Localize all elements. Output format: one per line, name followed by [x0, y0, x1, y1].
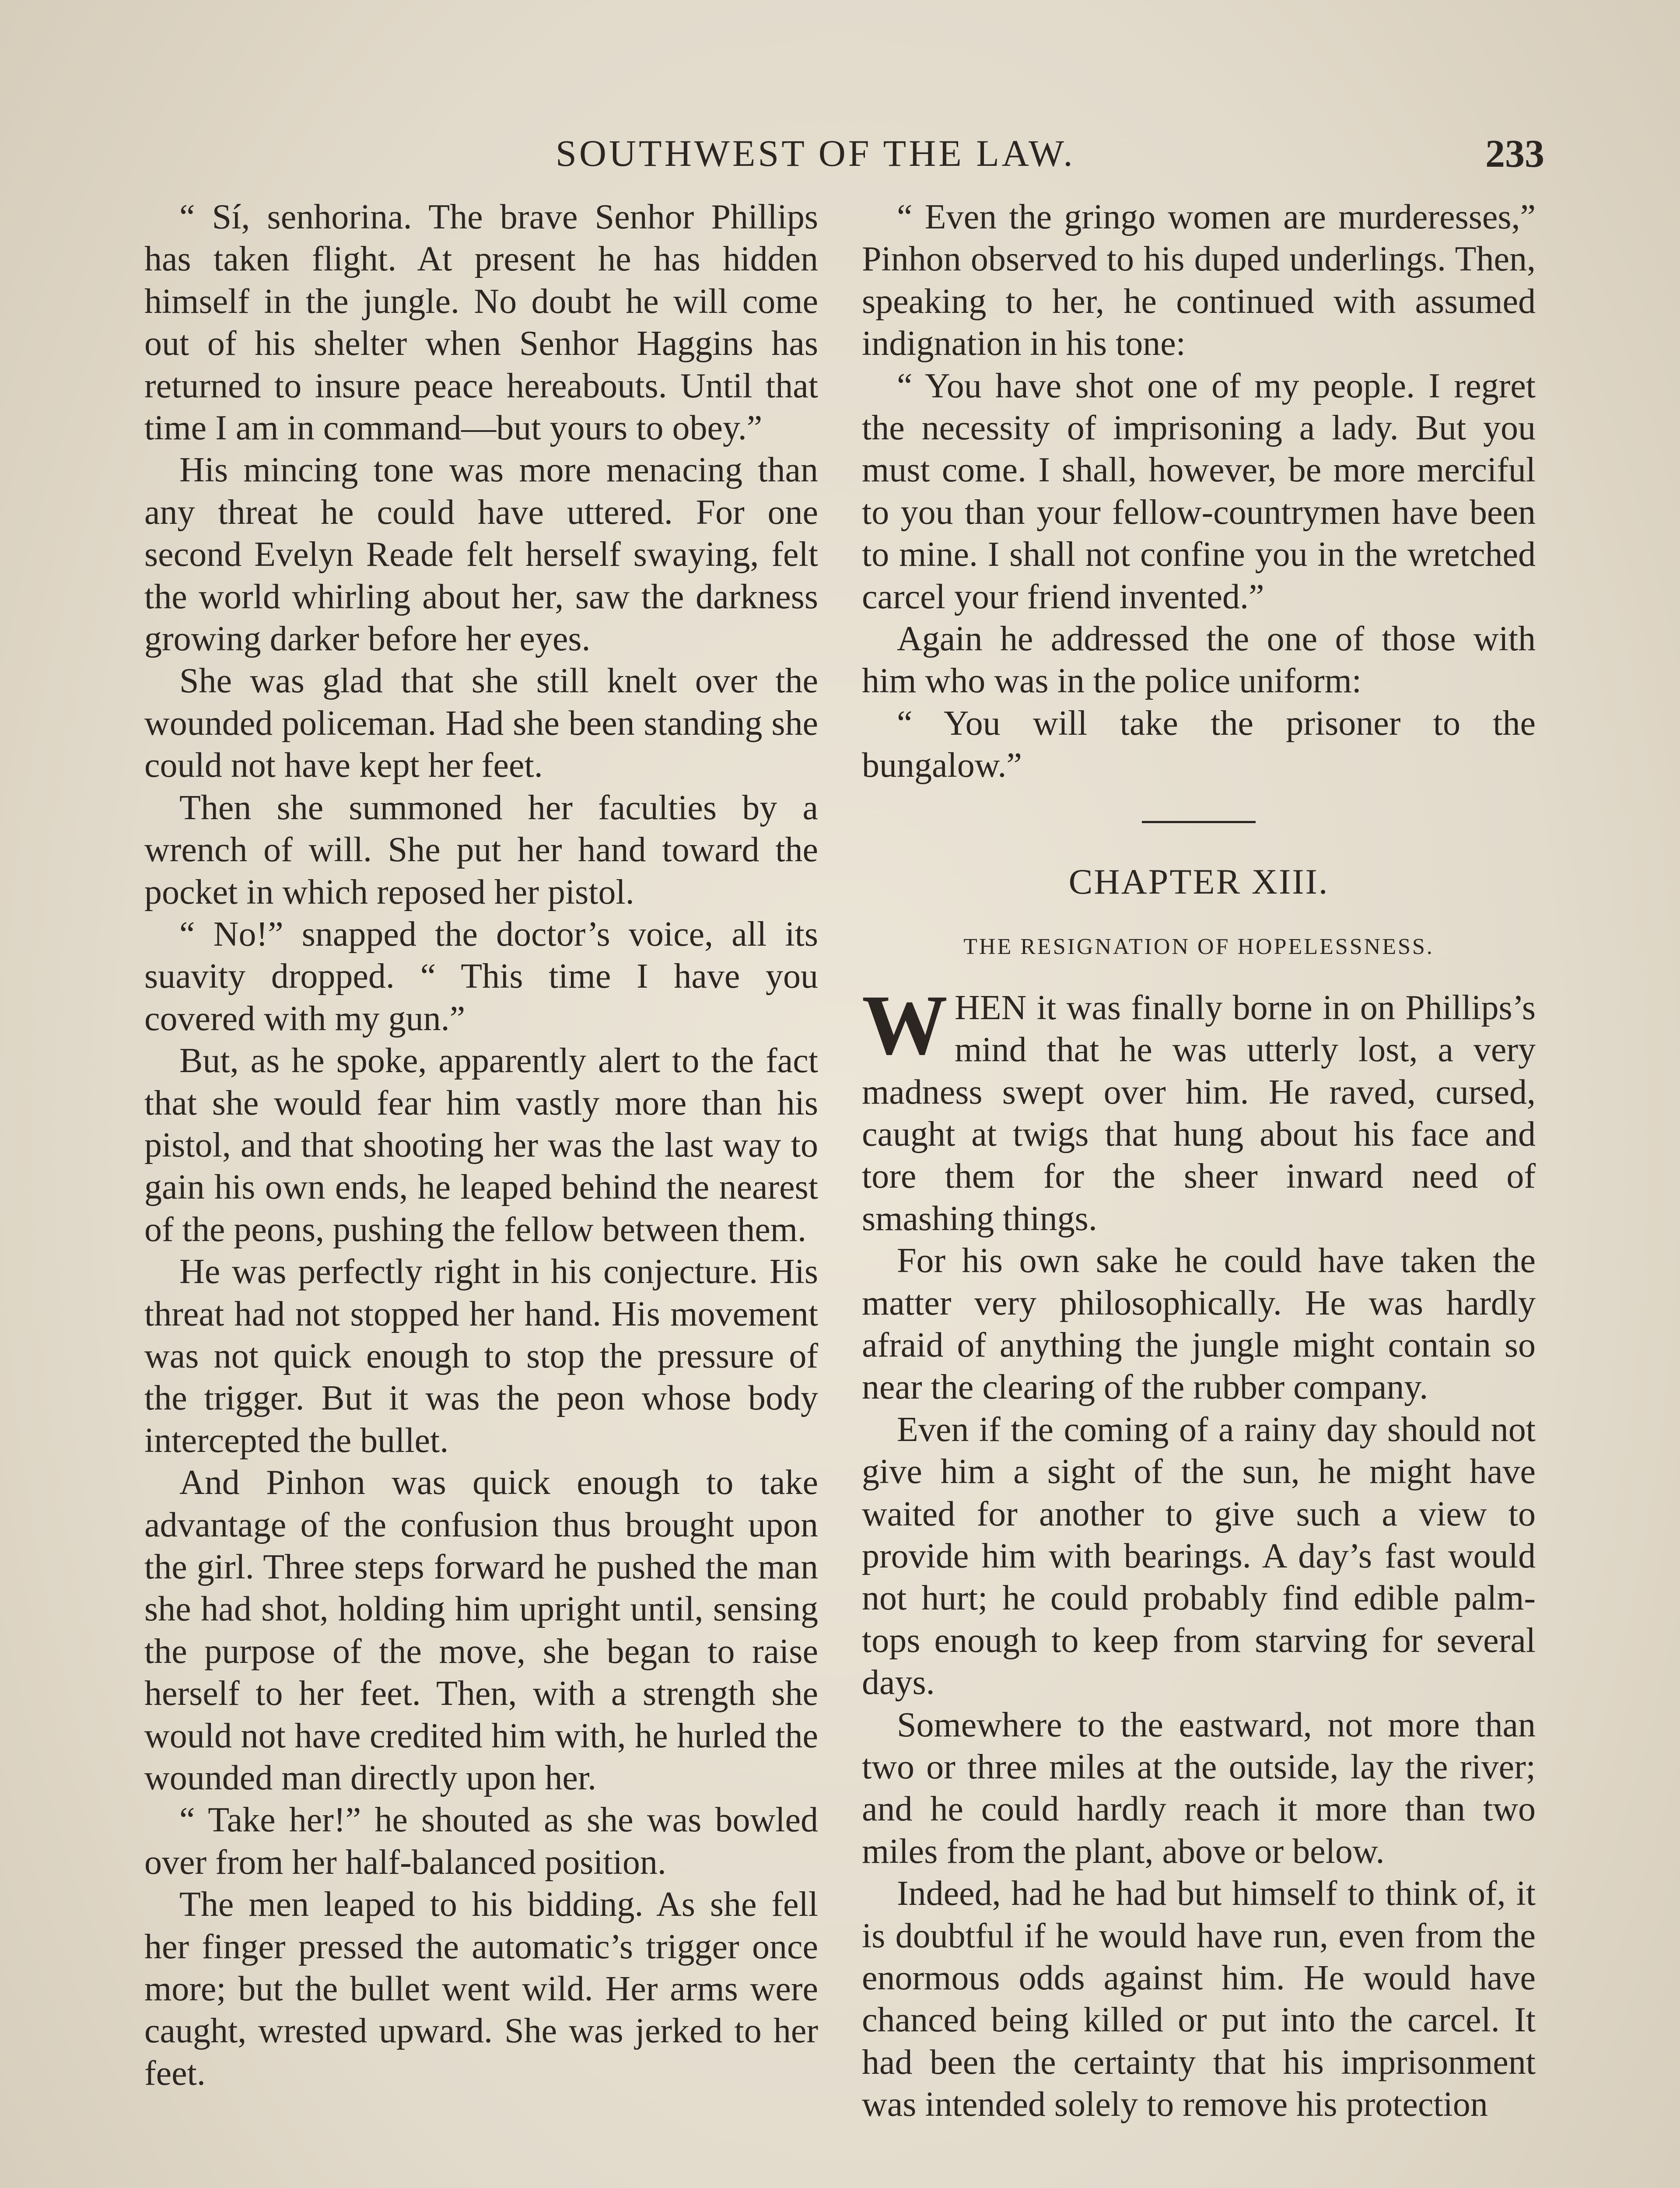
running-head: [0, 131, 1680, 184]
paragraph: But, as he spoke, apparently alert to the fact that she would fear him vastly more than his pistol, and that shooting her was the last way to gain his own ends, he leaped behind the nearest of the peons, pushing the fellow between them.: [144, 1041, 818, 1249]
chapter-heading: CHAPTER XIII.: [1068, 861, 1329, 901]
paragraph: “ You have shot one of my people. I regret the necessity of imprisoning a lady. But you must come. I shall, however, be more merciful to you than your fellow-countrymen have been to mine. I shall not confine you in the wretched carcel your friend invented.”: [862, 366, 1536, 616]
paragraph: Then she summoned her faculties by a wrench of will. She put her hand toward the pocket in which reposed her pistol.: [144, 788, 818, 912]
drop-cap: W: [862, 977, 948, 1073]
opening-text: HEN it was finally borne in on Phillips’s mind that he was utterly lost, a very madness swept over him. He raved, cursed, caught at twigs that hung about his face and tore them for the sheer inward need of smashing things.: [862, 988, 1536, 1238]
chapter-subtitle: THE RESIGNATION OF HOPELESSNESS.: [963, 934, 1434, 959]
paragraph: “ No!” snapped the doctor’s voice, all its suavity dropped. “ This time I have you covered with my gun.”: [144, 915, 818, 1038]
paragraph: Indeed, had he had but himself to think of, it is doubtful if he would have run, even from the enormous odds against him. He would have chanced being killed or put into the carcel. It had been the certainty that his imprisonment was intended solely to remove his protection: [862, 1874, 1536, 2124]
paragraph: “ Sí, senhorina. The brave Senhor Phillips has taken flight. At present he has hidden himself in the jungle. No doubt he will come out of his shelter when Senhor Haggins has returned to insure peace hereabouts. Until that time I am in command—but yours to obey.”: [144, 198, 818, 448]
right-column: [862, 196, 1536, 2126]
paragraph: He was perfectly right in his conjecture. His threat had not stopped her hand. His movement was not quick enough to stop the pressure of the trigger. But it was the peon whose body intercepted the bullet.: [144, 1252, 818, 1460]
paragraph: Somewhere to the eastward, not more than two or three miles at the outside, lay the river; and he could hardly reach it more than two miles from the plant, above or below.: [862, 1705, 1536, 1871]
paragraph: His mincing tone was more menacing than any threat he could have uttered. For one second Evelyn Reade felt herself swaying, felt the world whirling about her, saw the darkness growing darker before her eyes.: [144, 451, 818, 659]
left-column: [144, 196, 818, 2094]
opening-paragraph: [862, 977, 1536, 1240]
running-title: SOUTHWEST OF THE LAW.: [556, 132, 1075, 174]
paragraph: For his own sake he could have taken the matter very philosophically. He was hardly afraid of anything the jungle might contain so near the clearing of the rubber company.: [862, 1241, 1536, 1407]
paragraph: She was glad that she still knelt over the wounded policeman. Had she been standing she could not have kept her feet.: [144, 662, 818, 785]
paragraph: “ Take her!” he shouted as she was bowled over from her half-balanced position.: [144, 1801, 818, 1882]
paragraph: “ You will take the prisoner to the bungalow.”: [862, 704, 1536, 785]
paragraph: Even if the coming of a rainy day should not give him a sight of the sun, he might have waited for another to give such a view to provide him with bearings. A day’s fast would not hurt; he could probably find edible palm-tops enough to keep from starving for several days.: [862, 1410, 1536, 1702]
page-number: 233: [1485, 132, 1544, 175]
paragraph: “ Even the gringo women are murderesses,” Pinhon observed to his duped underlings. Then, speaking to her, he continued with assumed indignation in his tone:: [862, 198, 1536, 363]
paragraph: The men leaped to his bidding. As she fell her finger pressed the automatic’s trigger once more; but the bullet went wild. Her arms were caught, wrested upward. She was jerked to her feet.: [144, 1885, 818, 2093]
section-divider: [1142, 821, 1256, 823]
paragraph: And Pinhon was quick enough to take advantage of the confusion thus brought upon the girl. Three steps forward he pushed the man she had shot, holding him upright until, sensing the purpose of the move, she began to raise herself to her feet. Then, with a strength she would not have credited him with, he hurled the wounded man directly upon her.: [144, 1463, 818, 1798]
paragraph: Again he addressed the one of those with him who was in the police uniform:: [862, 620, 1536, 701]
